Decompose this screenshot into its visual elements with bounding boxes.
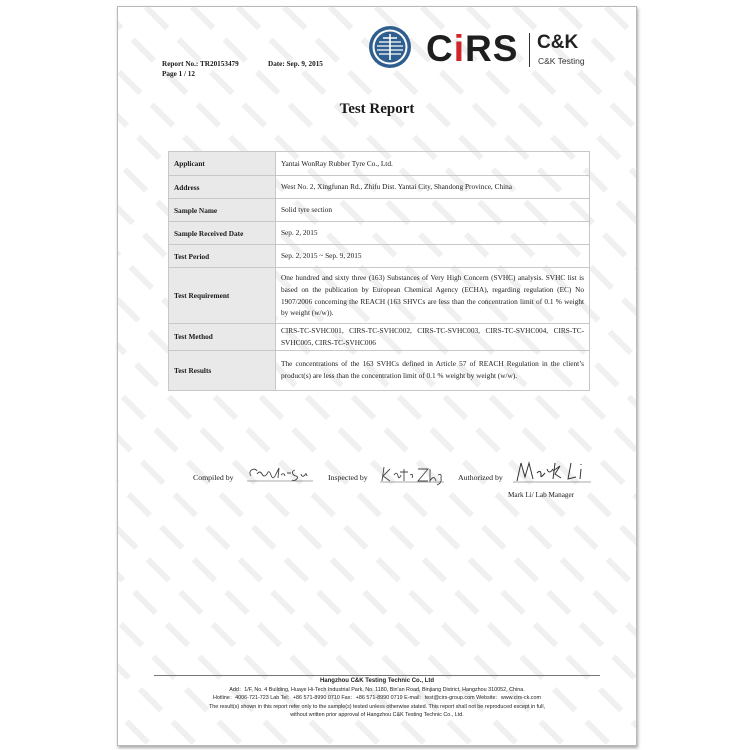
row-value: CIRS-TC-SVHC001, CIRS-TC-SVHC002, CIRS-TC-SVHC003, CIRS-TC-SVHC004, CIRS-TC-SVHC005, CIRS-TC-SVHC006 [276, 324, 590, 351]
table-row [169, 199, 590, 222]
report-header [162, 59, 323, 79]
row-value: One hundred and sixty three (163) Substances of Very High Concern (SVHC) analysis. SVHC list is based on the publication by European Chemical Agency (ECHA), regarding regulation (EC) No 1907/2006 concerning the REACH (163 SHVCs are less than the concentration limit of 0.1 % weight by weight (w/w)). [276, 268, 590, 324]
signature-mark-li [513, 459, 593, 487]
footer-address: Add：1/F, No. 4 Building, Huaye Hi-Tech Industrial Park, No. 1180, Bin'an Road, Binjiang District, Hangzhou 310052, China. [229, 687, 525, 693]
compiled-by [193, 473, 234, 482]
report-info-table [168, 151, 590, 391]
seal-icon [368, 25, 412, 69]
row-label: Sample Name [169, 199, 276, 222]
cirs-logo-i: i [453, 28, 466, 69]
row-label: Test Results [169, 350, 276, 390]
logo-divider [529, 33, 530, 67]
row-value: Yantai WonRay Rubber Tyre Co., Ltd. [276, 152, 590, 176]
footer-divider [154, 675, 600, 676]
row-label: Test Period [169, 245, 276, 268]
table-row [169, 222, 590, 245]
row-value: West No. 2, Xingfunan Rd., Zhifu Dist. Yantai City, Shandong Province, China [276, 176, 590, 199]
row-label: Address [169, 176, 276, 199]
authorized-by [458, 473, 503, 482]
row-label: Applicant [169, 152, 276, 176]
authorized-by-label: Authorized by [458, 473, 503, 482]
table-row [169, 268, 590, 324]
row-label: Test Requirement [169, 268, 276, 324]
report-date: Date: Sep. 9, 2015 [268, 60, 323, 68]
inspected-by-label: Inspected by [328, 473, 368, 482]
cirs-logo [426, 29, 518, 69]
table-row [169, 176, 590, 199]
lab-manager: Mark Li/ Lab Manager [508, 491, 575, 499]
page-number: Page 1 / 12 [162, 70, 195, 78]
signature-kate-zhang [378, 463, 446, 487]
cirs-logo-c: C [426, 28, 454, 69]
footer-disclaimer: The result(s) shown in this report refer only to the sample(s) tested unless otherwise stated. This report shall not be reproduced except in full, [208, 704, 546, 710]
row-value: Sep. 2, 2015 [276, 222, 590, 245]
row-value: The concentrations of the 163 SVHCs defined in Article 57 of REACH Regulation in the client’s product(s) are less than the concentration limit of 0.1 % weight by weight (w/w). [276, 350, 590, 390]
table-row [169, 152, 590, 176]
ck-logo-subtitle: C&K Testing [538, 56, 585, 66]
row-value: Solid tyre section [276, 199, 590, 222]
report-page [117, 6, 637, 746]
ck-logo: C&K [537, 32, 579, 53]
table-row [169, 245, 590, 268]
signature-crystal-su [245, 464, 315, 486]
row-label: Sample Received Date [169, 222, 276, 245]
table-row [169, 324, 590, 351]
compiled-by-label: Compiled by [193, 473, 234, 482]
row-value: Sep. 2, 2015 ~ Sep. 9, 2015 [276, 245, 590, 268]
cirs-logo-rs: RS [465, 28, 519, 69]
footer-disclaimer-2: without written prior approval of Hangzhou C&K Testing Technic Co., Ltd. [290, 712, 464, 718]
table-row [169, 350, 590, 390]
report-number: Report No.: TR20153479 [162, 60, 239, 68]
inspected-by [328, 473, 368, 482]
row-label: Test Method [169, 324, 276, 351]
footer-contacts: Hotline：4006-721-723 Lab Tel：+86 571-8990 0710 Fax：+86 571-8990 0719 E-mail：test@cirs-group.com Website：www.cirs-ck.com [213, 695, 541, 701]
footer-company: Hangzhou C&K Testing Technic Co., Ltd [319, 678, 435, 684]
report-title: Test Report [339, 101, 415, 117]
